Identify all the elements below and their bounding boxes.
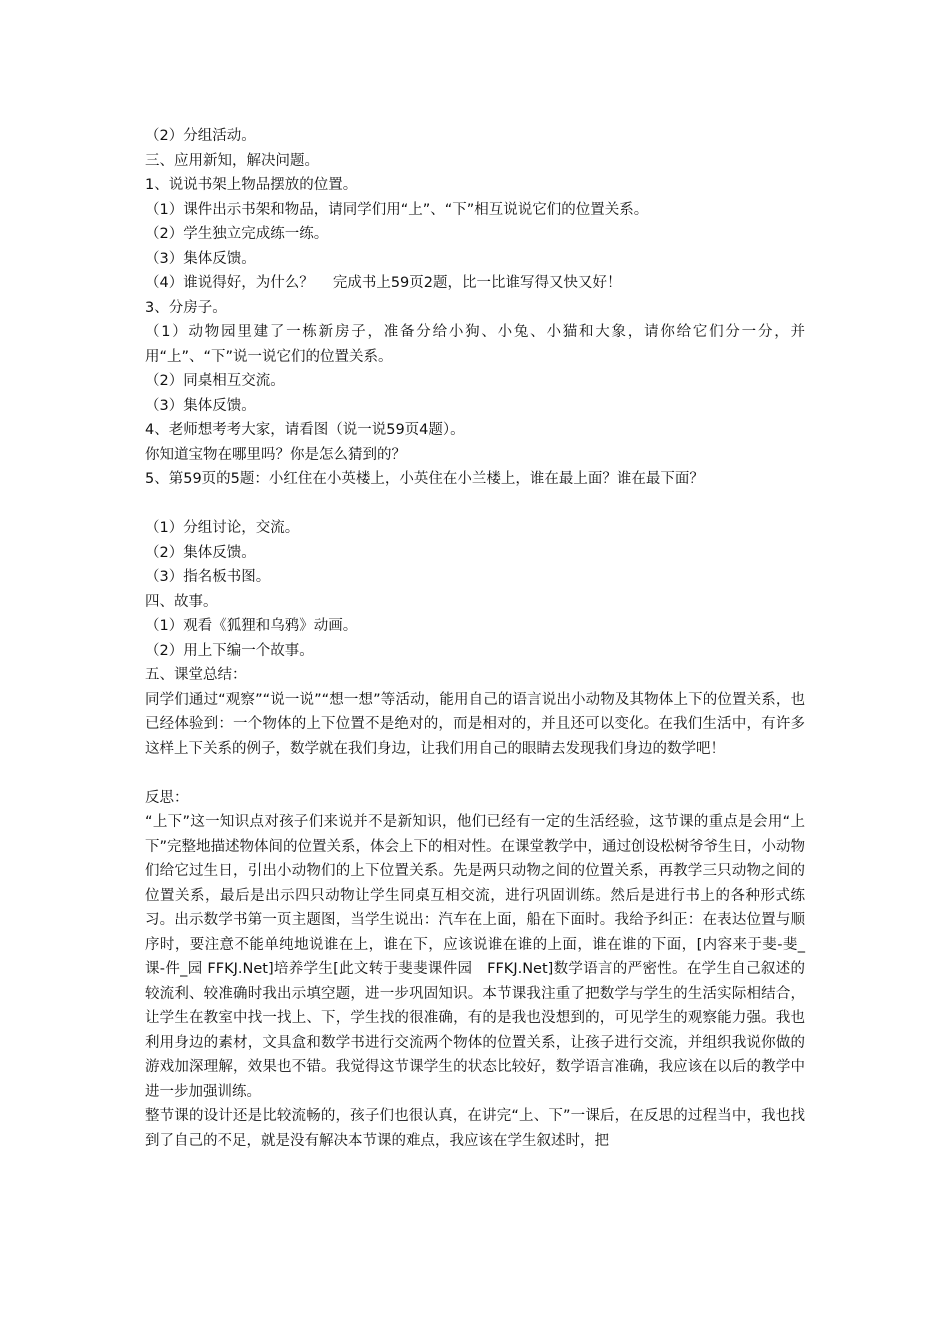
section-heading: 五、课堂总结： (145, 667, 247, 683)
text-line: （2）同桌相互交流。 (145, 373, 285, 389)
blank-line (145, 761, 805, 786)
text-line: （2）学生独立完成练一练。 (145, 226, 329, 242)
text-line: （4）谁说得好，为什么？ 完成书上59页2题，比一比谁写得又快又好！ (145, 275, 622, 291)
text-line: （1）课件出示书架和物品，请同学们用“上”、“下”相互说说它们的位置关系。 (145, 201, 649, 218)
text-line: （1）分组讨论，交流。 (145, 520, 300, 536)
section-heading: 三、应用新知，解决问题。 (145, 152, 319, 169)
text-line: （3）集体反馈。 (145, 250, 256, 267)
document-page (145, 124, 805, 1153)
text-line: （2）分组活动。 (145, 128, 256, 144)
text-line: 3、分房子。 (145, 299, 227, 316)
paragraph-reflection-1: “上下”这一知识点对孩子们来说并不是新知识，他们已经有一定的生活经验，这节课的重点是会用“上下”完整地描述物体间的位置关系，体会上下的相对性。在课堂教学中，通过创设松树爷爷生日，小动物们给它过生日，引出小动物们的上下位置关系。先是两只动物之间的位置关系，再教学三只动物之间的位置关系，最后是出示四只动物让学生同桌互相交流，进行巩固训练。然后是进行书上的各种形式练习。出示数学书第一页主题图，当学生说出：汽车在上面，船在下面时。我给予纠正：在表达位置与顺序时，要注意不能单纯地说谁在上，谁在下，应该说谁在谁的上面，谁在谁的下面，[内容来于斐-斐_课-件_园 FFKJ.Net]培养学生[此文转于斐斐课件园 FFKJ.Net]数学语言的严密性。在学生自己叙述的较流利、较准确时我出示填空题，进一步巩固知识。本节课我注重了把数学与学生的生活实际相结合，让学生在教室中找一找上、下，学生找的很准确，有的是我也没想到的，可见学生的观察能力强。我也利用身边的素材，文具盒和数学书进行交流两个物体的位置关系，让孩子进行交流，并组织我说你做的游戏加深理解，效果也不错。我觉得这节课学生的状态比较好，数学语言准确，我应该在以后的教学中进一步加强训练。 (145, 814, 806, 1100)
text-line: （3）指名板书图。 (145, 569, 271, 585)
text-line: （2）集体反馈。 (145, 544, 256, 561)
text-line: （1）观看《狐狸和乌鸦》动画。 (145, 618, 358, 634)
paragraph-fangzi: （1）动物园里建了一栋新房子，准备分给小狗、小兔、小猫和大象，请你给它们分一分，并用“上”、“下”说一说它们的位置关系。 (145, 324, 805, 365)
paragraph-reflection-2: 整节课的设计还是比较流畅的，孩子们也很认真，在讲完“上、下”一课后，在反思的过程当中，我也找到了自己的不足，就是没有解决本节课的难点，我应该在学生叙述时，把 (145, 1108, 805, 1149)
text-line: （2）用上下编一个故事。 (145, 642, 314, 659)
reflection-heading: 反思： (145, 789, 189, 806)
text-line: 你知道宝物在哪里吗？你是怎么猜到的？ (145, 446, 406, 463)
text-line: 1、说说书架上物品摆放的位置。 (145, 177, 358, 193)
text-line: 5、第59页的5题：小红住在小英楼上，小英住在小兰楼上，谁在最上面？谁在最下面？ (145, 471, 704, 487)
paragraph-summary: 同学们通过“观察”“说一说”“想一想”等活动，能用自己的语言说出小动物及其物体上下的位置关系，也已经体验到：一个物体的上下位置不是绝对的，而是相对的，并且还可以变化。在我们生活中，有许多这样上下关系的例子，数学就在我们身边，让我们用自己的眼睛去发现我们身边的数学吧！ (145, 691, 805, 757)
section-heading: 四、故事。 (145, 593, 218, 610)
text-line: （3）集体反馈。 (145, 397, 256, 414)
blank-line (145, 492, 805, 517)
text-line: 4、老师想考考大家，请看图（说一说59页4题）。 (145, 422, 465, 438)
